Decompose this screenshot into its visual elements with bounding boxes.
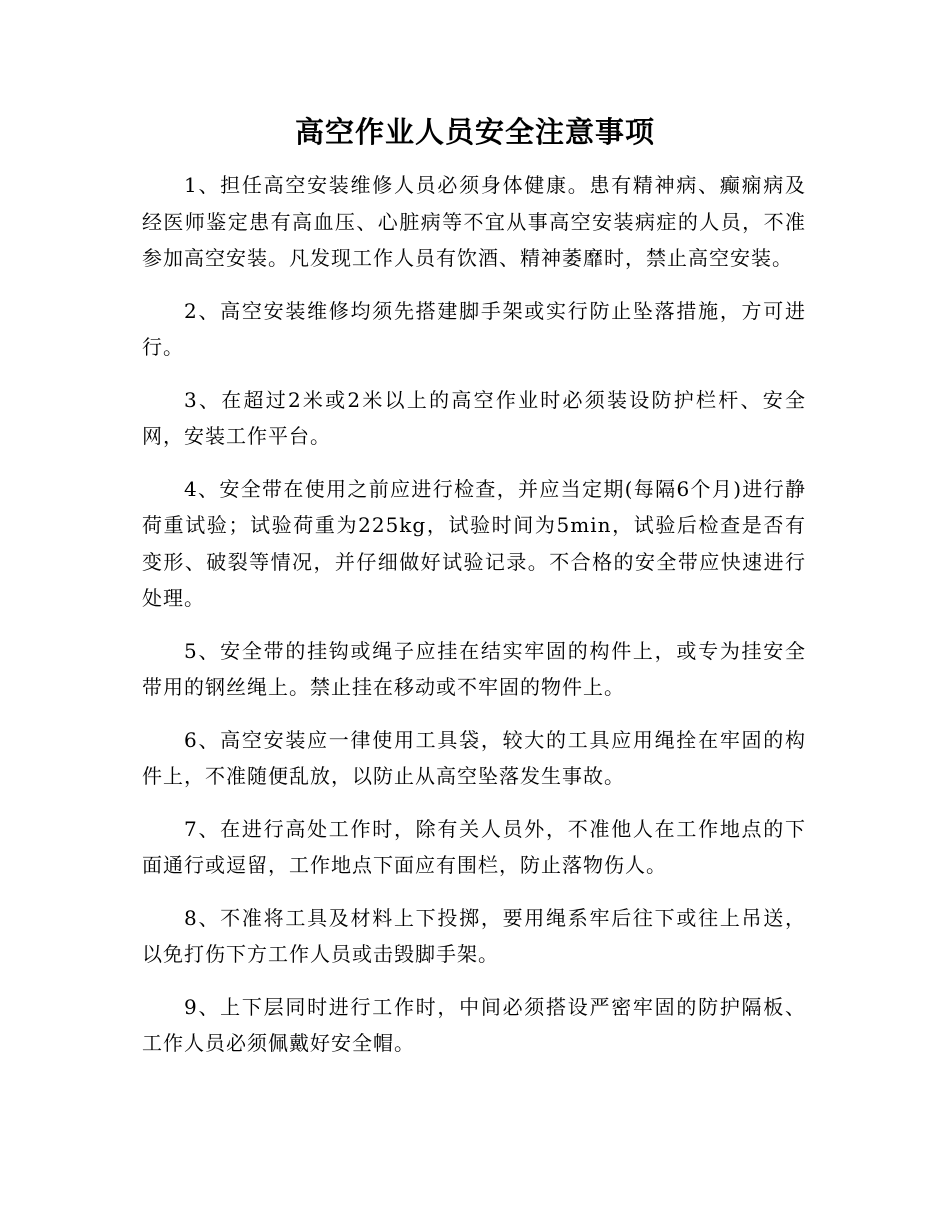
document-body bbox=[142, 167, 806, 1078]
paragraph-8: 8、不准将工具及材料上下投掷，要用绳系牢后往下或往上吊送，以免打伤下方工作人员或击毁脚手架。 bbox=[142, 905, 806, 966]
document-title: 高空作业人员安全注意事项 bbox=[294, 115, 655, 149]
paragraph-1: 1、担任高空安装维修人员必须身体健康。患有精神病、癫痫病及经医师鉴定患有高血压、心脏病等不宜从事高空安装病症的人员，不准参加高空安装。凡发现工作人员有饮酒、精神萎靡时，禁止高空安装。 bbox=[142, 173, 806, 270]
paragraph-6: 6、高空安装应一律使用工具袋，较大的工具应用绳拴在牢固的构件上，不准随便乱放，以防止从高空坠落发生事故。 bbox=[142, 727, 806, 788]
paragraph-7: 7、在进行高处工作时，除有关人员外，不准他人在工作地点的下面通行或逗留，工作地点下面应有围栏，防止落物伤人。 bbox=[142, 816, 806, 877]
paragraph-2: 2、高空安装维修均须先搭建脚手架或实行防止坠落措施，方可进行。 bbox=[142, 298, 806, 359]
paragraph-3: 3、在超过2米或2米以上的高空作业时必须装设防护栏杆、安全网，安装工作平台。 bbox=[142, 387, 806, 448]
paragraph-4: 4、安全带在使用之前应进行检查，并应当定期(每隔6个月)进行静荷重试验；试验荷重为225kg，试验时间为5min，试验后检查是否有变形、破裂等情况，并仔细做好试验记录。不合格的安全带应快速进行处理。 bbox=[142, 476, 806, 610]
paragraph-9: 9、上下层同时进行工作时，中间必须搭设严密牢固的防护隔板、工作人员必须佩戴好安全帽。 bbox=[142, 994, 806, 1055]
paragraph-5: 5、安全带的挂钩或绳子应挂在结实牢固的构件上，或专为挂安全带用的钢丝绳上。禁止挂在移动或不牢固的物件上。 bbox=[142, 638, 806, 699]
